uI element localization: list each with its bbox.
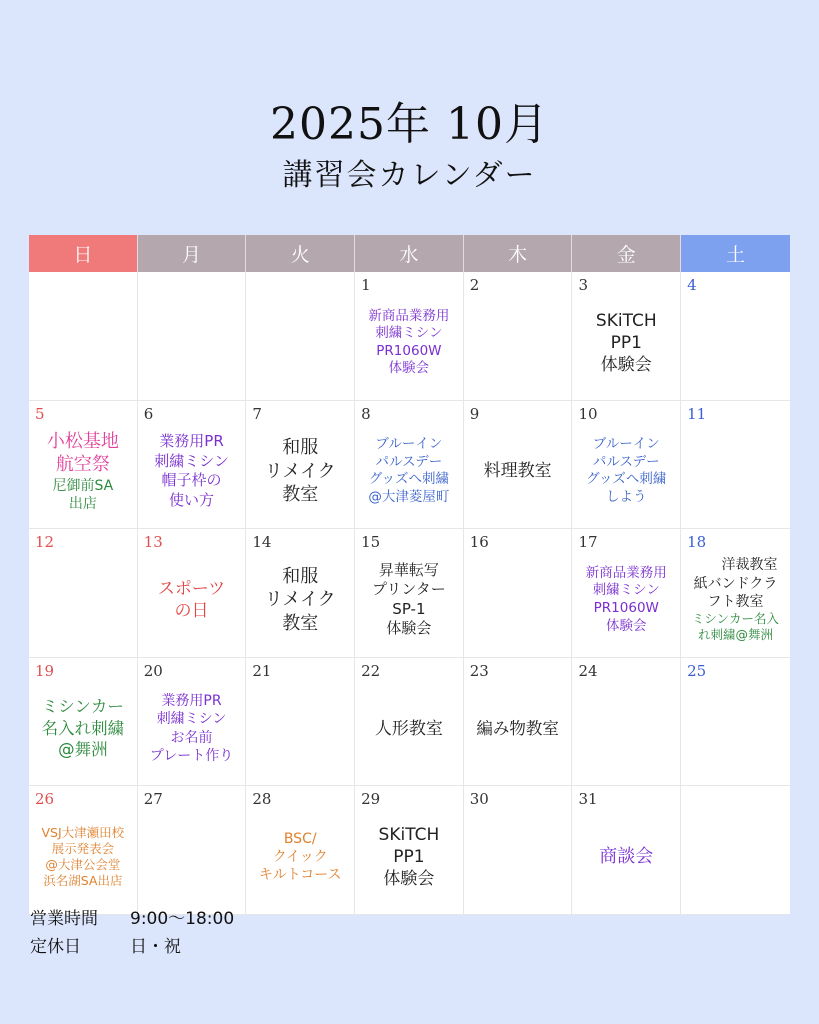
event-text: SKiTCH PP1 体験会 [378,825,440,890]
day-events [246,419,354,525]
event-text: 小松基地 航空祭 [46,430,119,476]
day-events [355,547,463,653]
day-cell [572,401,681,530]
day-cell [29,272,138,401]
day-cell [29,401,138,530]
closed-label: 定休日 [30,937,81,957]
day-cell [464,272,573,401]
page-subtitle: 講習会カレンダー [282,158,537,193]
day-cell [681,529,790,658]
day-cell [246,401,355,530]
page-title: 2025年 10月 [270,99,549,150]
weekday-header [29,235,790,272]
day-number: 21 [252,661,272,680]
weekday-fri: 金 [572,235,681,272]
event-text: 業務用PR 刺繍ミシン 帽子枠の 使い方 [154,432,229,509]
day-number: 5 [35,404,45,423]
event-text: VSJ大津瀬田校 展示発表会 @大津公会堂 浜名湖SA出店 [41,824,125,889]
day-cell [572,786,681,915]
day-number: 6 [143,404,154,423]
event-text: 尼御前SA 出店 [52,477,114,512]
day-events [246,804,354,910]
day-events [572,419,680,525]
day-cell [464,529,573,658]
day-cell [355,272,464,401]
day-events [29,804,137,910]
day-cell [29,529,138,658]
event-text: 昇華転写 プリンター SP-1 体験会 [372,560,446,638]
weekday-sun: 日 [29,235,138,272]
event-text: 新商品業務用 刺繍ミシン PR1060W 体験会 [585,564,667,634]
day-number: 29 [361,790,381,809]
day-number: 12 [35,533,55,552]
day-events [138,419,246,525]
day-cell [138,401,247,530]
day-cell [246,658,355,787]
day-number: 9 [469,404,480,423]
day-number: 18 [687,533,707,552]
day-events [355,676,463,782]
day-number: 28 [252,790,272,809]
day-events [29,676,137,782]
event-text: 人形教室 [374,718,443,739]
day-number: 27 [143,790,163,809]
day-number: 31 [578,790,598,809]
day-cell [138,529,247,658]
day-number: 15 [361,533,381,552]
day-number: 23 [469,661,489,680]
event-text: 商談会 [599,846,654,868]
event-text: ブルーイン パルスデー グッズへ刺繍 @大津菱屋町 [368,436,450,505]
day-cell [355,786,464,915]
calendar [29,235,790,915]
day-events [464,419,572,525]
hours-label: 営業時間 [30,909,98,929]
day-cell [29,786,138,915]
day-events [572,290,680,396]
calendar-grid [29,272,790,915]
weekday-thu: 木 [464,235,573,272]
day-cell [29,658,138,787]
day-cell [355,401,464,530]
day-cell [464,786,573,915]
day-number: 8 [361,404,371,423]
closed-value: 日・祝 [130,937,181,957]
event-text: 和服 リメイク 教室 [264,565,336,634]
event-text: ミシンカー名入 れ刺繍@舞洲 [691,611,780,643]
weekday-mon: 月 [138,235,247,272]
weekday-tue: 火 [246,235,355,272]
day-cell [246,272,355,401]
day-events [681,547,790,653]
event-text: BSC/ クイック キルトコース [258,830,342,884]
day-cell [572,272,681,401]
day-events [138,547,246,653]
day-number: 4 [687,276,697,294]
day-number: 26 [35,790,55,809]
day-cell [355,529,464,658]
day-number: 11 [687,404,707,423]
day-cell [572,658,681,787]
day-events [29,419,137,525]
event-text: 編み物教室 [476,718,559,738]
day-number: 7 [252,404,262,423]
event-text: ブルーイン パルスデー グッズへ刺繍 しよう [586,436,667,505]
event-text: スポーツ の日 [157,578,226,621]
business-info [30,905,234,961]
day-cell [246,529,355,658]
day-number: 10 [578,404,598,423]
event-text: 和服 リメイク 教室 [264,437,336,506]
weekday-sat: 土 [681,235,790,272]
day-number: 3 [578,276,588,294]
event-text: 洋裁教室 [693,557,778,574]
event-text: SKiTCH PP1 体験会 [595,310,657,375]
day-number: 22 [361,661,381,680]
day-number: 25 [687,661,707,680]
day-cell [681,658,790,787]
day-number: 20 [143,661,163,680]
event-text: ミシンカー 名入れ刺繍 @舞洲 [41,697,125,760]
day-number: 30 [469,790,489,809]
event-text: 料理教室 [483,461,552,482]
day-cell [138,272,247,401]
day-number: 16 [469,533,489,552]
day-events [246,547,354,653]
event-text: 業務用PR 刺繍ミシン お名前 プレート作り [149,693,234,764]
day-number: 2 [469,276,480,294]
day-cell [246,786,355,915]
day-events [355,804,463,910]
weekday-wed: 水 [355,235,464,272]
day-events [355,290,463,396]
day-events [355,419,463,525]
day-number: 24 [578,661,598,680]
day-cell [681,272,790,401]
day-cell [464,658,573,787]
day-number: 1 [361,276,371,294]
day-number: 14 [252,533,272,552]
day-events [572,804,680,910]
event-text: 新商品業務用 刺繍ミシン PR1060W 体験会 [368,307,450,377]
day-cell [572,529,681,658]
day-cell [138,786,247,915]
day-number: 13 [143,533,163,552]
day-cell [355,658,464,787]
day-events [464,676,572,782]
event-text: 紙バンドクラ フト教室 [693,575,778,610]
day-cell [464,401,573,530]
day-events [138,676,246,782]
day-cell [681,401,790,530]
day-events [572,547,680,653]
day-cell [681,786,790,915]
day-number: 19 [35,661,55,680]
day-number: 17 [578,533,598,552]
hours-value: 9:00〜18:00 [130,909,235,929]
day-cell [138,658,247,787]
